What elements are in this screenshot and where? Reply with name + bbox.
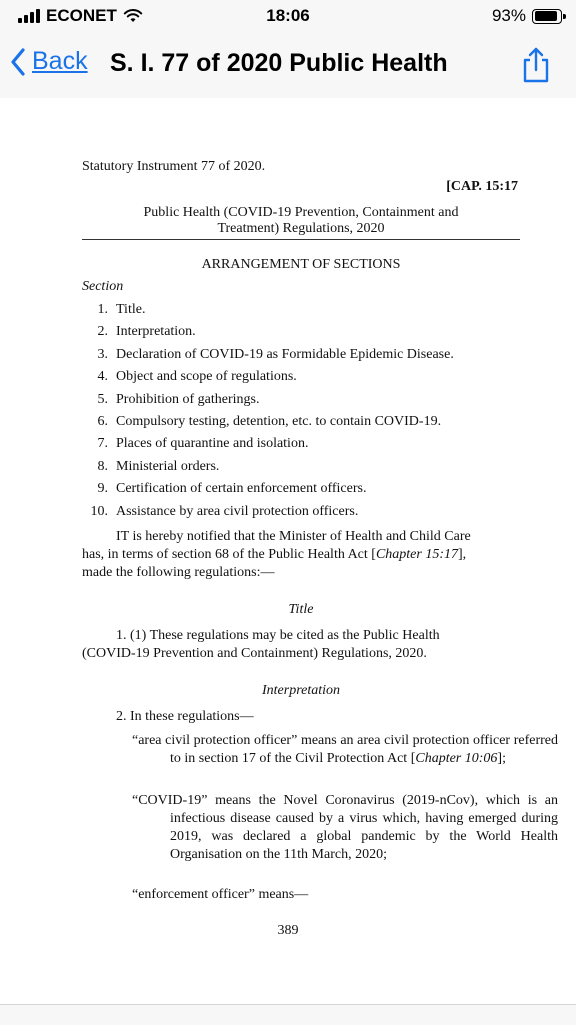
section-item	[82, 301, 145, 319]
section-title: Places of quarantine and isolation.	[116, 436, 309, 452]
notice-line2: has, in terms of section 68 of the Public Health Act [Chapter 15:17],	[82, 547, 467, 562]
title-heading: Title	[288, 602, 314, 617]
status-bar	[0, 0, 576, 34]
battery-percent: 93%	[491, 6, 526, 25]
definition-covid-19: “COVID-19” means the Novel Coronavirus (2019-nCov), which is an infectious disease caused by a virus which, having emerged during 2019, was declared a global pandemic by the World Health Organisation on the 11th March, 2020;	[132, 793, 558, 862]
battery-icon	[532, 9, 562, 24]
navigation-bar	[0, 34, 576, 99]
document-page[interactable]	[0, 98, 576, 1004]
section-item	[82, 346, 454, 364]
regulation-1-line1: 1. (1) These regulations may be cited as the Public Health	[116, 628, 440, 643]
section-item	[82, 413, 441, 431]
notice-line3: made the following regulations:—	[82, 565, 275, 580]
interpretation-heading: Interpretation	[261, 683, 341, 698]
regulation-1-line2: (COVID-19 Prevention and Containment) Regulations, 2020.	[82, 646, 427, 661]
notice-line1: IT is hereby notified that the Minister of Health and Child Care	[116, 529, 471, 544]
share-icon[interactable]	[520, 46, 552, 84]
instrument-number: Statutory Instrument 77 of 2020.	[82, 159, 266, 174]
section-number: 8.	[97, 458, 108, 474]
page-number: 389	[277, 923, 299, 938]
definition-enforcement-officer: “enforcement officer” means—	[132, 887, 309, 902]
section-item	[82, 368, 297, 386]
section-title: Ministerial orders.	[116, 458, 220, 474]
section-item	[82, 391, 260, 409]
back-button[interactable]	[10, 47, 88, 76]
section-title: Compulsory testing, detention, etc. to contain COVID-19.	[116, 414, 442, 429]
section-number: 1.	[97, 302, 108, 317]
document-heading-line1: Public Health (COVID-19 Prevention, Containment and	[143, 205, 459, 220]
section-item	[82, 480, 366, 498]
back-label[interactable]: Back	[32, 47, 88, 75]
section-title: Declaration of COVID-19 as Formidable Epidemic Disease.	[116, 346, 454, 362]
section-item	[82, 458, 219, 476]
section-title: Certification of certain enforcement officers.	[116, 481, 367, 497]
status-right	[492, 6, 562, 26]
section-title: Title.	[116, 302, 146, 317]
section-number: 7.	[97, 436, 108, 452]
chapter-reference: [CAP. 15:17	[446, 179, 518, 194]
section-number: 6.	[97, 414, 108, 429]
section-number: 5.	[97, 391, 108, 407]
carrier-label: ECONET	[46, 6, 117, 25]
section-number: 4.	[97, 369, 108, 385]
section-number: 2.	[97, 324, 108, 340]
page-title: S. I. 77 of 2020 Public Health	[110, 49, 448, 77]
section-title: Object and scope of regulations.	[116, 369, 297, 385]
divider	[82, 239, 520, 240]
section-item	[82, 435, 308, 453]
document-heading-line2: Treatment) Regulations, 2020	[217, 221, 385, 236]
section-number: 9.	[97, 481, 108, 497]
arrangement-heading: ARRANGEMENT OF SECTIONS	[201, 257, 401, 272]
battery-level-fill	[535, 11, 557, 21]
status-time: 18:06	[266, 6, 310, 25]
section-item	[82, 503, 358, 521]
chevron-left-icon	[10, 48, 26, 76]
section-label: Section	[82, 279, 124, 294]
section-title: Assistance by area civil protection officers.	[116, 503, 359, 519]
section-title: Interpretation.	[116, 324, 196, 340]
bottom-toolbar	[0, 1004, 576, 1025]
regulation-2-intro: 2. In these regulations—	[116, 709, 254, 724]
section-number: 3.	[97, 346, 108, 362]
section-title: Prohibition of gatherings.	[116, 391, 260, 407]
section-number: 10.	[90, 503, 108, 519]
section-item	[82, 323, 196, 341]
definition-area-civil-protection-officer: “area civil protection officer” means an area civil protection officer referred to in section 17 of the Civil Protection Act [Chapter 10:06];	[132, 733, 558, 766]
